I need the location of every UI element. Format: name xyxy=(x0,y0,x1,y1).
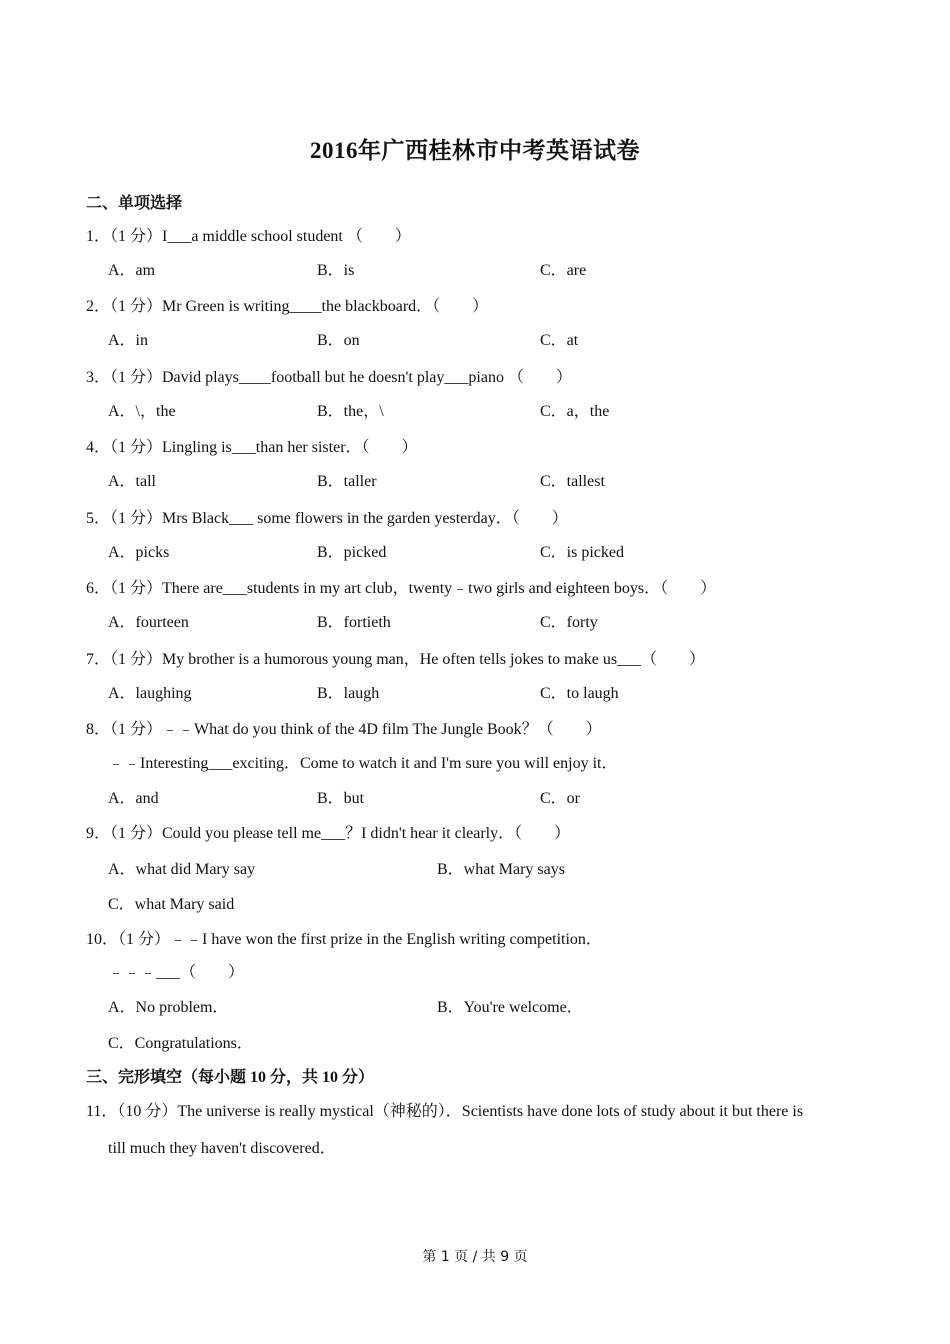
question-5-option-a: A．picks xyxy=(108,544,170,561)
section-heading-multiple-choice: 二、单项选择 xyxy=(86,195,183,212)
question-1-option-b: B．is xyxy=(317,262,355,279)
question-2-option-c: C．at xyxy=(540,332,579,349)
question-11-stem-continued: till much they haven't discovered． xyxy=(108,1140,336,1157)
page-footer: 第 1 页 / 共 9 页 xyxy=(422,1249,528,1265)
question-6-option-b: B．fortieth xyxy=(317,614,391,631)
question-5-option-b: B．picked xyxy=(317,544,387,561)
question-8-option-a: A．and xyxy=(108,790,159,807)
question-9-option-b: B．what Mary says xyxy=(437,861,565,878)
question-9-option-a: A．what did Mary say xyxy=(108,861,256,878)
question-7-option-a: A．laughing xyxy=(108,685,192,702)
question-6-stem: 6．（1 分）There are___students in my art club，twenty﹣two girls and eighteen boys．（ ） xyxy=(86,580,717,597)
question-10-option-b: B．You're welcome． xyxy=(437,999,583,1016)
question-7-option-c: C．to laugh xyxy=(540,685,619,702)
question-10-option-a: A．No problem． xyxy=(108,999,229,1016)
question-7-stem: 7．（1 分）My brother is a humorous young man，He often tells jokes to make us___（ ） xyxy=(86,651,706,668)
question-4-option-c: C．tallest xyxy=(540,473,605,490)
question-3-option-c: C．a，the xyxy=(540,403,610,420)
question-1-stem: 1．（1 分）I___a middle school student （ ） xyxy=(86,228,411,245)
question-3-option-a: A．\，the xyxy=(108,403,176,420)
question-11-stem: 11．（10 分）The universe is really mystical（神秘的）．Scientists have done lots of study about it but there is xyxy=(86,1103,804,1120)
question-3-option-b: B．the，\ xyxy=(317,403,384,420)
question-10-stem: 10．（1 分）﹣﹣I have won the first prize in the English writing competition． xyxy=(86,931,602,948)
question-5-stem: 5．（1 分）Mrs Black___ some flowers in the garden yesterday．（ ） xyxy=(86,510,568,527)
question-4-option-a: A．tall xyxy=(108,473,156,490)
question-2-option-b: B．on xyxy=(317,332,360,349)
section-heading-cloze: 三、完形填空（每小题 10 分，共 10 分） xyxy=(86,1069,375,1086)
question-4-stem: 4．（1 分）Lingling is___than her sister．（ ） xyxy=(86,439,418,456)
question-9-stem: 9．（1 分）Could you please tell me___？I didn't hear it clearly．（ ） xyxy=(86,825,571,842)
question-9-option-c: C．what Mary said xyxy=(108,896,235,913)
question-7-option-b: B．laugh xyxy=(317,685,380,702)
question-8-option-c: C．or xyxy=(540,790,581,807)
question-5-option-c: C．is picked xyxy=(540,544,624,561)
question-3-stem: 3．（1 分）David plays____football but he doesn't play___piano （ ） xyxy=(86,369,572,386)
question-6-option-a: A．fourteen xyxy=(108,614,189,631)
question-2-option-a: A．in xyxy=(108,332,149,349)
question-10-stem-continued: ﹣﹣﹣___（ ） xyxy=(108,964,245,981)
question-8-option-b: B．but xyxy=(317,790,365,807)
question-2-stem: 2．（1 分）Mr Green is writing____the blackboard．（ ） xyxy=(86,298,489,315)
question-6-option-c: C．forty xyxy=(540,614,598,631)
question-1-option-c: C．are xyxy=(540,262,587,279)
question-1-option-a: A．am xyxy=(108,262,156,279)
question-8-stem: 8．（1 分）﹣﹣What do you think of the 4D film The Jungle Book？（ ） xyxy=(86,721,602,738)
question-8-stem-continued: ﹣﹣Interesting___exciting．Come to watch it and I'm sure you will enjoy it． xyxy=(108,755,618,772)
question-10-option-c: C．Congratulations． xyxy=(108,1035,253,1052)
question-4-option-b: B．taller xyxy=(317,473,377,490)
page-title: 2016年广西桂林市中考英语试卷 xyxy=(310,138,640,163)
